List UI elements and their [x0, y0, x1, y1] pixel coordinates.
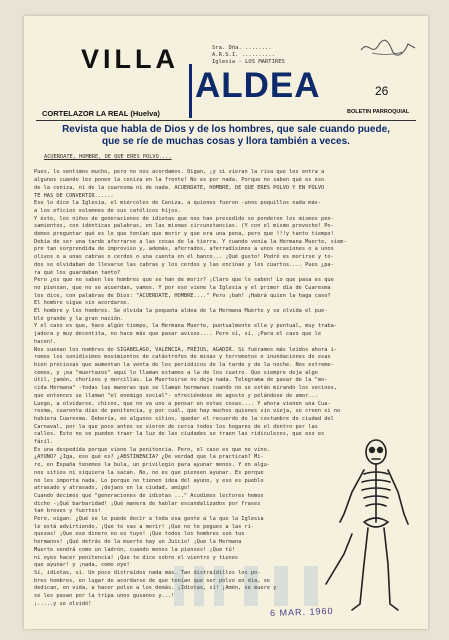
stamp-line: Sra. Dña. ........ [212, 45, 272, 51]
article-line: bien preciosas que aumentan la venta de los periódicos de la tarde y de la noche. Nos estreme- [34, 361, 334, 368]
article-line: Pero, oigan: ¿Qué se le puede decir a toda esa gente a la que la Iglesia [34, 516, 264, 523]
header-divider [36, 120, 416, 121]
article-line: Luego, a olvidarse, chicos, que no va uno a pensar en estas cosas.... Y ahora vienen una Cua- [34, 400, 331, 407]
article-line: útil, jamón, chorizos y morcillas. La Muerteirse no deja nada. Telegrama de pasar de la "mo- [34, 377, 328, 384]
stamp-line: A.R.S.I. .......... [212, 52, 275, 58]
article-line: hubiera Cuaresma. Debería, en algunos sitios, quedar el recuerdo de la costumbre de ciudad del [34, 415, 334, 422]
article-line: ¿AYUNO? ¿Iga, eso qué es? ¿ABSTINENCIA? ¿De verdad que la practican? Mi- [34, 454, 264, 461]
bulletin-page [24, 16, 428, 629]
article-line: El hombre y los hombres. Se olvida la pequeña aldea de la Hermana Muerte y se olvida el pue- [34, 308, 328, 315]
article-line: cida Hermana" -todas las maneras que se llaman hermanas cuando no se están mirando los vecinos, [34, 385, 337, 392]
article-line: Y el caso es que, hace algún tiempo, la Hermana Muerte, puntualmente ella y puntual, muy traba- [34, 323, 337, 330]
article-line: dedican, en vida, a hacer polvo a los demás. ¡Idiotas, sí! ¡Amén, se muere y [34, 585, 277, 592]
article-line: pre tan sorprendida de improviso y, además, aferrados, aferradísimos a unos ocasiones o a unos [34, 246, 334, 253]
article-line: ra qué los guardaban tanto? [34, 269, 121, 276]
handwritten-signature [358, 36, 418, 58]
article-line: samientos, con idénticas palabras, en las mismas circunstancias. (Y con el mismo provecho! Po- [34, 223, 334, 230]
article-heading: ACUERDATE, HOMBRE, DE QUE ERES POLVO.... [44, 154, 172, 160]
article-line: Pero ¿es que no saben los hombres que se han de morir? ¡Claro que lo saben! Lo que pasa es que [34, 277, 334, 284]
publication-kind: BOLETIN PARROQUIAL [347, 109, 410, 115]
article-line: nos sitios ni siquiera la sacan. No, no es que piensen ayunar. Es porque [34, 469, 264, 476]
article-line: de la ceniza, ni de la cuaresma ni de nada. ACUERDATE, HOMBRE, DE QUE ERES POLVO Y EN POLVO [34, 184, 325, 191]
article-line: atrasado y atrasado, ¡dejaos en la ciudad, amigo! [34, 485, 191, 492]
article-line: tan breves y fuertes! [34, 508, 101, 515]
received-date-stamp: 6 MAR. 1960 [269, 605, 334, 619]
article-line: resma, cuarenta días de penitencia, y por cuál, que hay muchos quienes sin vieja, se creen si no [34, 408, 341, 415]
article-line: hermanos! ¡Qué detrás de la muerte hay un Juicio! ¡Que la Hermana [34, 539, 242, 546]
article-line: Debía de ser una tarde aferrarse a las cosas de la tierra. Y cuando venía la Hermana Muerte, siem- [34, 238, 347, 245]
issue-number: 26 [375, 84, 389, 98]
article-line: re, en España tenemos la bula, un privilegio para ayunar menos. Y en algu- [34, 462, 270, 469]
article-line: ni oyes hacer penitencia! ¡Que te dice sobre el vientre y tienes [34, 554, 239, 561]
article-line: no les importa nada. Lo porque no tienen idea del ayuno, y eso es pueblo [34, 477, 264, 484]
article-line: bres hombres, en lugar de acordarse de que tenían que ser polvo en día, se [34, 577, 270, 584]
article-line: ¡.....y se olvidó! [34, 600, 92, 607]
article-line: Nos suenan los nombres de SIGABELAGO, VALENCIA, FREJUS, AGADIR. Si fuéramos más leídos ahora i- [34, 346, 337, 353]
article-line: dicho -¡Qué barbaridad! ¡Qué manera de hablar escandalizados por frases [34, 500, 261, 507]
article-line: El hombre sigue sin acordarse. [34, 300, 130, 307]
article-line: blo grande y la gran nación. [34, 315, 124, 322]
article-line: olivos o a unas cabras o cerdos o una cuenta en el banco... ¡Qué gusto! Podré es morirse y to- [34, 254, 334, 261]
article-line: Es una despedida porque viene la penitencia. Pero, el caso es que no vino. [34, 446, 270, 453]
article-line: dos se olvidaban de llevarse las cabras y los cerdos y las encinas y los cuartos.... Pues ¿pa- [34, 261, 334, 268]
article-line: remos los sonidísimos movimientos de catástrofes de minas y terremotos e inundaciones de esas [34, 354, 331, 361]
article-line: Pues, lo sentimos mucho, pero no nos acordamos. Oigan, ¡y si vieran la risa que les entra a [34, 169, 325, 176]
address-stamp [212, 45, 342, 66]
article-line: no piensan, que no se acuerdan, vamos. Y por eso viene la Iglesia y el primer día de Cuaresma [34, 284, 331, 291]
article-line: Eso lo dice la Iglesia, el miércoles de Ceniza, a quienes fueron -unos poquillos nada más- [34, 200, 322, 207]
article-line: Carnaval, por la que poco antes se vieron de cerca todos los hogares de el dentro por las [34, 423, 318, 430]
article-line: que ayunar! y ¡nada, como oye! [34, 562, 130, 569]
article-line: le está advirtiendo, ¡Que te vas a morir! ¡Que no te pegues a las ri- [34, 523, 255, 530]
article-line: se les pasan por la tripa unos gusanos y...! [34, 593, 175, 600]
stamp-line: Iglesia - LOS MARTIRES [212, 59, 285, 65]
article-spacer [34, 162, 418, 170]
article-line: les dice, con palabras de Dios: "ACUERDATE, HOMBRE...." Pero ¡bah! ¡Habrá quien la haga caso? [34, 292, 331, 299]
masthead-aldea: ALDEA [195, 66, 321, 105]
article-line: demos preguntar qué es lo que tenían que morir y que era una pena, pero que !!!y tanto tiempo! [34, 231, 334, 238]
article-line: fácil. [34, 439, 54, 446]
masthead-villa: VILLA [81, 44, 179, 74]
place-name: CORTELAZOR LA REAL (Huelva) [42, 109, 160, 118]
article-line: Cuando decimos que "generaciones de idiotas ..." Acudimos lectores hemos [34, 492, 264, 499]
article-line: Muerte vendrá como un ladrón, cuando menos la pienses! ¡Que tú! [34, 546, 235, 553]
article-line: Sí, idiotas, sí. Un poco distraídos nada más. Tan distraídillos los po- [34, 569, 261, 576]
article-line: a los oficios solemnes de sus católicos hijos. [34, 207, 181, 214]
article-line: cemos, y ¡ea "muertazos" aquí lo llaman estamos a la de los cuatro. Que siempre deja algo [34, 369, 318, 376]
subtitle-line: Revista que habla de Dios y de los hombres, que sale cuando puede, [62, 124, 390, 135]
article-line: quezas! ¡Que ese dinero no es tuyo! ¡Que todos los hombres son tus [34, 531, 245, 538]
article-line: calles. Esto no se pueden traer la luz de las ciudades se traen las ridiculeces, que eso es [34, 431, 325, 438]
masthead-rule-icon [189, 64, 192, 118]
subtitle [44, 124, 408, 148]
article-line: jadora y muy decentita, no hace más que pasar avisos.... Pero sí, sí. ¡Para el caso que le [34, 331, 322, 338]
article-line: Y éste, los niños de generaciones de idiotas que nos han precedido se ponderon los mismos pen- [34, 215, 334, 222]
article-line: algunos cuando les ponen la ceniza en la frente! No es por nada. Porque no saben qué es eso [34, 177, 325, 184]
article-line: que entonces se llaman "el enemigo social"- ofreciéndose de agosto y pelándose de amor... [34, 392, 318, 399]
article-line: hacen!. [34, 338, 57, 345]
article-line: TE HAS DE CONVERTIR...... [34, 192, 114, 199]
subtitle-line: que se ríe de muchas cosas y llora también a veces. [102, 136, 350, 147]
